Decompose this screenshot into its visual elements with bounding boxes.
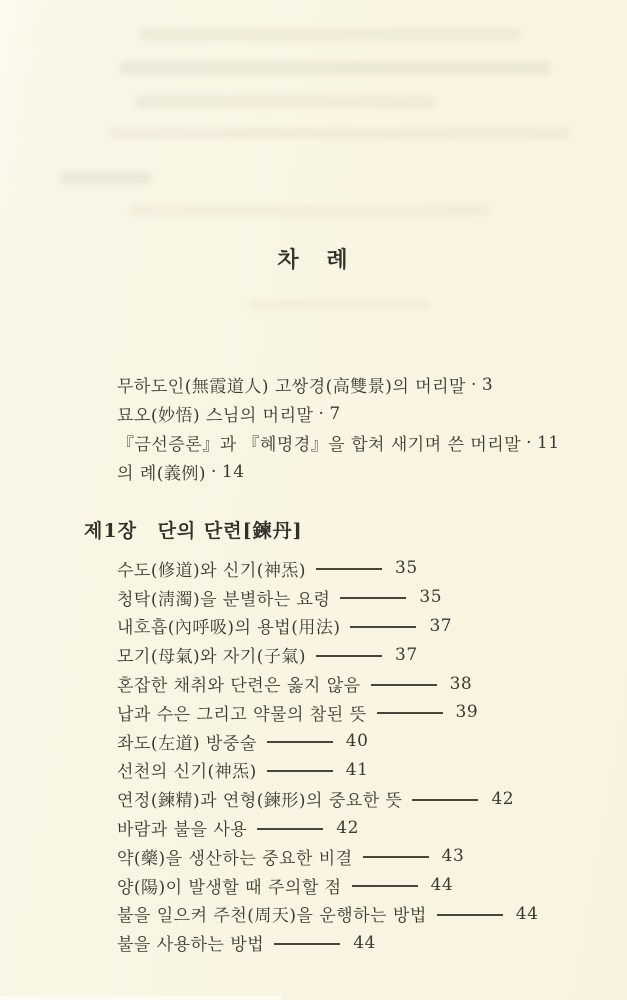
chapter-number: 제1장 bbox=[84, 520, 137, 542]
toc-entry bbox=[117, 727, 627, 756]
front-matter-label: 묘오(妙悟) 스님의 머리말 bbox=[117, 406, 314, 426]
toc-entry-page-number: 39 bbox=[455, 702, 479, 723]
chapter-heading bbox=[84, 516, 627, 543]
leader-rule bbox=[340, 597, 406, 599]
separator-dot: · bbox=[211, 461, 217, 482]
front-matter-label: 무하도인(無霞道人) 고쌍경(高雙景)의 머리말 bbox=[117, 377, 466, 397]
toc-entry bbox=[117, 669, 627, 698]
toc-entry-page-number: 44 bbox=[353, 932, 376, 953]
toc-entry-label: 양(陽)이 발생할 때 주의할 점 bbox=[117, 877, 342, 898]
toc-entry-label: 좌도(左道) 방중술 bbox=[117, 733, 257, 754]
chapter-title: 단의 단련[鍊丹] bbox=[157, 520, 303, 542]
toc-entry bbox=[117, 842, 627, 871]
separator-dot: · bbox=[470, 374, 477, 395]
leader-rule bbox=[316, 568, 382, 570]
page-title: 차 례 bbox=[277, 247, 350, 273]
toc-entry-page-number: 44 bbox=[515, 903, 539, 924]
front-matter-label: 의 례(義例) bbox=[117, 464, 207, 484]
toc-entry-page-number: 37 bbox=[429, 615, 453, 636]
toc-entry-page-number: 42 bbox=[491, 788, 515, 809]
toc-entry-page-number: 35 bbox=[395, 558, 418, 579]
toc-entry bbox=[117, 612, 627, 641]
toc-entry-label: 선천의 신기(神炁) bbox=[117, 762, 257, 783]
toc-entry-label: 약(藥)을 생산하는 중요한 비결 bbox=[117, 848, 353, 869]
toc-entry-label: 모기(母氣)와 자기(子氣) bbox=[117, 647, 307, 668]
toc-entry-page-number: 41 bbox=[345, 759, 369, 780]
leader-rule bbox=[267, 741, 333, 743]
toc-entry bbox=[117, 756, 627, 785]
toc-entry-label: 청탁(淸濁)을 분별하는 요령 bbox=[117, 589, 331, 610]
leader-rule bbox=[371, 684, 437, 686]
leader-rule bbox=[412, 799, 478, 801]
toc-entry bbox=[117, 813, 627, 842]
front-matter-item bbox=[117, 370, 627, 399]
leader-rule bbox=[377, 712, 443, 714]
toc-entry-label: 바람과 불을 사용 bbox=[117, 820, 248, 841]
toc-entry-page-number: 37 bbox=[395, 644, 418, 665]
toc-entry bbox=[117, 554, 627, 583]
leader-rule bbox=[363, 856, 429, 858]
page-bleedthrough-decoration bbox=[250, 300, 430, 310]
front-matter-item bbox=[117, 457, 627, 486]
leader-rule bbox=[352, 885, 418, 887]
toc-entry bbox=[117, 900, 627, 929]
front-matter-page-number: 11 bbox=[537, 432, 560, 453]
toc-entry-page-number: 38 bbox=[449, 673, 473, 694]
front-matter-item bbox=[117, 399, 627, 428]
leader-rule bbox=[350, 626, 416, 628]
front-matter-list bbox=[117, 370, 627, 486]
leader-rule bbox=[257, 828, 323, 830]
front-matter-page-number: 3 bbox=[481, 374, 494, 395]
toc-entry-label: 연정(鍊精)과 연형(鍊形)의 중요한 뜻 bbox=[117, 791, 403, 812]
front-matter-page-number: 14 bbox=[221, 461, 245, 482]
leader-rule bbox=[274, 943, 340, 945]
toc-entry-label: 혼잡한 채취와 단련은 옳지 않음 bbox=[117, 676, 361, 697]
separator-dot: · bbox=[318, 403, 325, 424]
front-matter-page-number: 7 bbox=[329, 403, 341, 424]
leader-rule bbox=[316, 655, 382, 657]
toc-list bbox=[117, 554, 627, 957]
front-matter-label: 『금선증론』과 『혜명경』을 합쳐 새기며 쓴 머리말 bbox=[117, 435, 522, 455]
toc-entry bbox=[117, 583, 627, 612]
toc-entry-page-number: 44 bbox=[430, 875, 454, 896]
toc-entry bbox=[117, 871, 627, 900]
toc-entry-page-number: 35 bbox=[419, 587, 443, 608]
toc-entry-page-number: 43 bbox=[441, 846, 465, 867]
toc-entry-page-number: 42 bbox=[336, 817, 359, 838]
separator-dot: · bbox=[526, 432, 533, 453]
toc-entry bbox=[117, 784, 627, 813]
toc-entry-label: 수도(修道)와 신기(神炁) bbox=[117, 560, 307, 581]
toc-entry-label: 불을 일으켜 주천(周天)을 운행하는 방법 bbox=[117, 906, 427, 927]
toc-entry-label: 내호흡(內呼吸)의 용법(用法) bbox=[117, 618, 341, 639]
toc-entry-label: 불을 사용하는 방법 bbox=[117, 935, 265, 956]
toc-entry bbox=[117, 698, 627, 727]
toc-entry bbox=[117, 928, 627, 957]
toc-entry bbox=[117, 640, 627, 669]
toc-entry-page-number: 40 bbox=[345, 731, 369, 752]
leader-rule bbox=[437, 914, 503, 916]
front-matter-item bbox=[117, 428, 627, 457]
leader-rule bbox=[267, 770, 333, 772]
toc-entry-label: 납과 수은 그리고 약물의 참된 뜻 bbox=[117, 704, 367, 725]
